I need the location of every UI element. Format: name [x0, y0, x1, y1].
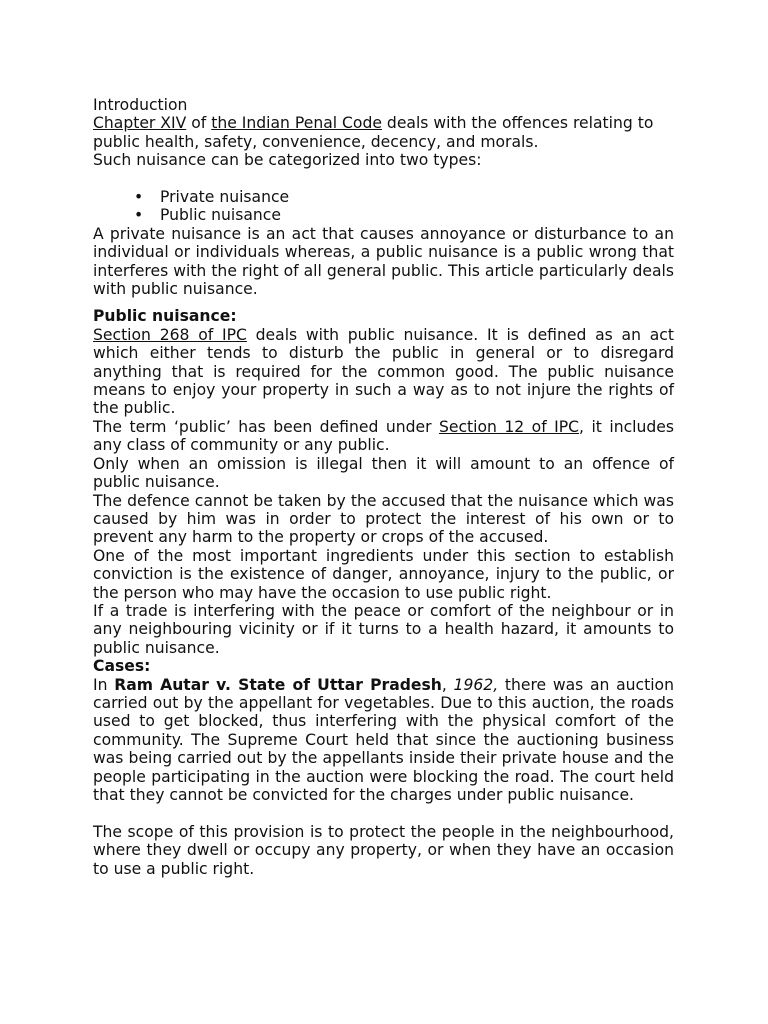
- defence-paragraph: The defence cannot be taken by the accused that the nuisance which was caused by him was in order to protect the interest of his own or to prevent any harm to the property or crops of the accused.: [93, 491, 674, 547]
- section-12-paragraph: [93, 418, 674, 455]
- intro-types-line: Such nuisance can be categorized into two types:: [93, 151, 482, 170]
- case-text: there was an auction carried out by the appellant for vegetables. Due to this auction, the roads used to get blocked, thus interfering with the physical comfort of the community. The Supreme Court held that since the auctioning business was being carried out by the appellants inside their private house and the people participating in the auction were blocking the road. The court held that they cannot be convicted for the charges under public nuisance.: [93, 675, 674, 805]
- list-item: • Private nuisance: [160, 188, 674, 206]
- cases-heading: Cases:: [93, 657, 151, 676]
- section-12-text-2: , it includes any class of community or any public.: [93, 417, 674, 455]
- intro-heading: Introduction: [93, 96, 188, 114]
- case-ram-autar-paragraph: [93, 676, 674, 805]
- section-12-link[interactable]: Section 12 of IPC: [438, 417, 580, 436]
- intro-text-1: of: [186, 114, 212, 133]
- chapter-xiv-link[interactable]: Chapter XIV: [93, 114, 187, 133]
- nuisance-types-list: [93, 188, 674, 225]
- case-year: 1962,: [453, 675, 499, 694]
- case-intro-text: In: [93, 675, 115, 694]
- section-268-paragraph: [93, 326, 674, 418]
- scope-paragraph: The scope of this provision is to protect the people in the neighbourhood, where they dwell or occupy any property, or when they have an occasion to use a public right.: [93, 822, 674, 878]
- section-12-text-1: The term ‘public’ has been defined under: [93, 417, 439, 436]
- omission-paragraph: Only when an omission is illegal then it will amount to an offence of public nuisance.: [93, 454, 674, 492]
- trade-paragraph: If a trade is interfering with the peace or comfort of the neighbour or in any neighbouring vicinity or if it turns to a health hazard, it amounts to public nuisance.: [93, 601, 674, 657]
- ingredients-paragraph: One of the most important ingredients under this section to establish conviction is the existence of danger, annoyance, injury to the public, or the person who may have the occasion to use public right.: [93, 546, 674, 602]
- case-comma: ,: [441, 675, 454, 694]
- section-268-link[interactable]: Section 268 of IPC: [93, 325, 247, 344]
- intro-text-2: deals with the offences relating to public health, safety, convenience, decency, and morals.: [93, 114, 654, 151]
- document-page: [93, 96, 674, 878]
- private-nuisance-paragraph: A private nuisance is an act that causes annoyance or disturbance to an individual or individuals whereas, a public nuisance is a public wrong that interferes with the right of all general public. This article particularly deals with public nuisance.: [93, 224, 674, 299]
- section-268-text: deals with public nuisance. It is defined as an act which either tends to disturb the public in general or to disregard anything that is required for the common good. The public nuisance means to enjoy your property in such a way as to not injure the rights of the public.: [93, 325, 674, 418]
- case-name: Ram Autar v. State of Uttar Pradesh: [114, 675, 442, 694]
- indian-penal-code-link[interactable]: the Indian Penal Code: [211, 114, 382, 133]
- list-item: • Public nuisance: [160, 206, 674, 224]
- intro-line: [93, 114, 674, 151]
- public-nuisance-heading: Public nuisance:: [93, 307, 237, 326]
